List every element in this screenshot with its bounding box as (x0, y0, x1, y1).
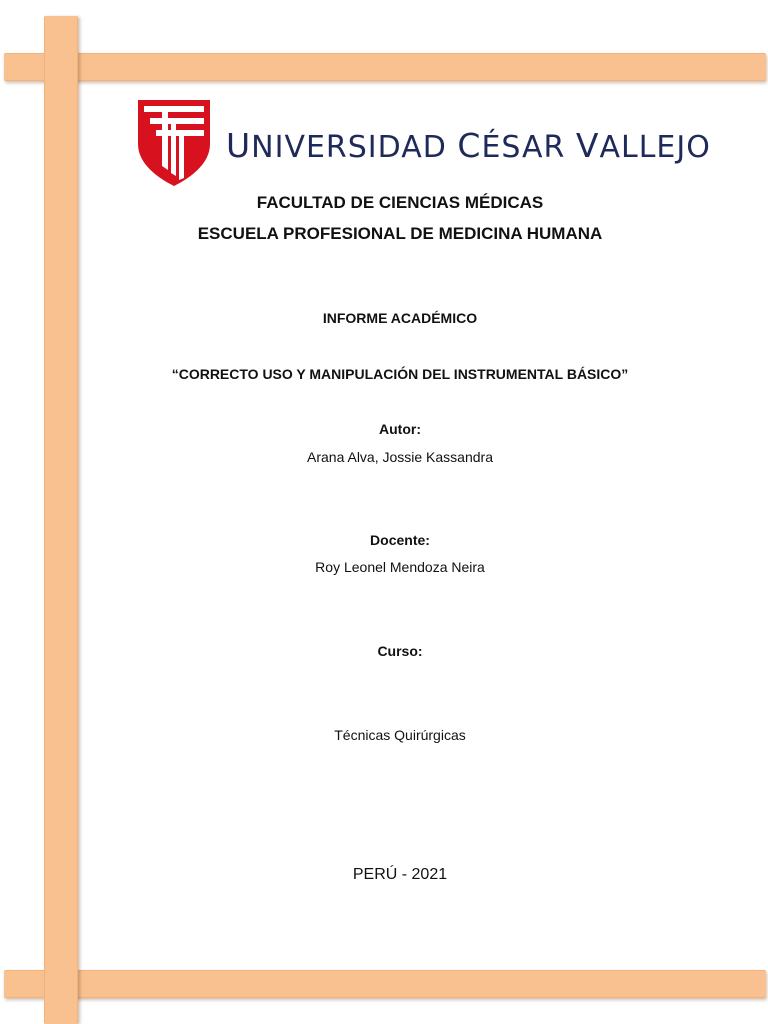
university-name: UNIVERSIDAD CÉSAR VALLEJO (226, 126, 711, 165)
report-title: “CORRECTO USO Y MANIPULACIÓN DEL INSTRUMENTAL BÁSICO” (171, 366, 629, 382)
author-name: Arana Alva, Jossie Kassandra (307, 449, 493, 465)
frame-bottom-bar (4, 970, 766, 998)
school-name: ESCUELA PROFESIONAL DE MEDICINA HUMANA (197, 224, 603, 243)
course-label: Curso: (377, 643, 423, 659)
teacher-label: Docente: (370, 532, 430, 548)
frame-top-bar (4, 53, 766, 81)
course-name: Técnicas Quirúrgicas (334, 727, 466, 743)
report-type: INFORME ACADÉMICO (322, 310, 478, 326)
author-label: Autor: (379, 421, 421, 437)
teacher-name: Roy Leonel Mendoza Neira (315, 559, 485, 575)
faculty-name: FACULTAD DE CIENCIAS MÉDICAS (256, 193, 544, 212)
university-logo (138, 100, 711, 188)
place-year: PERÚ - 2021 (352, 866, 448, 883)
frame-left-bar (44, 16, 78, 1024)
ucv-shield-icon (138, 100, 210, 186)
